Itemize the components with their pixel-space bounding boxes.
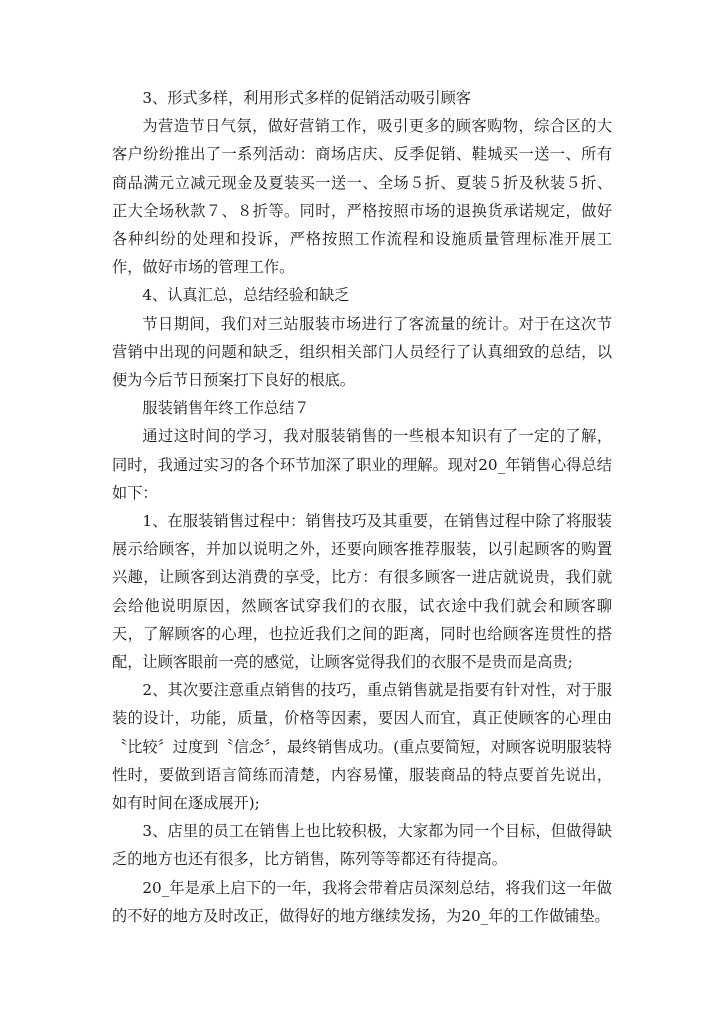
paragraph-traffic-statistics: 节日期间，我们对三站服装市场进行了客流量的统计。对于在这次节营销中出现的问题和缺乏，组织相关部门人员经行了认真细致的总结，以便为今后节日预案打下良好的根底。 — [112, 314, 612, 390]
paragraph-holiday-promotions: 为营造节日气氛，做好营销工作，吸引更多的顾客购物，综合区的大客户纷纷推出了一系列活动：商场店庆、反季促销、鞋城买一送一、所有商品满元立减元现金及夏装买一送一、全场５折、夏装５折及秋装５折、正大全场秋款７、８折等。同时，严格按照市场的退换货承诺规定，做好各种纠纷的处理和投诉，严格按照工作流程和设施质量管理标准开展工作，做好市场的管理工作。 — [112, 117, 612, 277]
document-body — [112, 84, 612, 930]
paragraph-point-3: 3、店里的员工在销售上也比较积极，大家都为同一个目标，但做得缺乏的地方也还有很多，比方销售，陈列等等都还有待提高。 — [112, 822, 612, 869]
section-heading-diverse-forms: 3、形式多样，利用形式多样的促销活动吸引顾客 — [142, 89, 471, 107]
article-title: 服装销售年终工作总结７ — [142, 399, 310, 418]
paragraph-point-2: 2、其次要注意重点销售的技巧，重点销售就是指要有针对性，对于服装的设计，功能，质量，价格等因素，要因人而宜，真正使顾客的心理由〝比较〞过度到〝信念〞，最终销售成功。(重点要简短，对顾客说明服装特性时，要做到语言简练而清楚，内容易懂，服装商品的特点要首先说出，如有时间在逐成展开); — [112, 681, 612, 813]
paragraph-conclusion: 20_年是承上启下的一年，我将会带着店员深刻总结，将我们这一年做的不好的地方及时改正，做得好的地方继续发扬，为20_年的工作做铺垫。 — [112, 878, 612, 925]
section-heading-summary: 4、认真汇总，总结经验和缺乏 — [142, 286, 350, 305]
paragraph-introduction: 通过这时间的学习，我对服装销售的一些根本知识有了一定的了解，同时，我通过实习的各个环节加深了职业的理解。现对20_年销售心得总结如下： — [112, 427, 612, 502]
paragraph-point-1: 1、在服装销售过程中：销售技巧及其重要，在销售过程中除了将服装展示给顾客，并加以说明之外，还要向顾客推荐服装，以引起顾客的购置兴趣，让顾客到达消费的享受，比方：有很多顾客一进店就说贵，我们就会给他说明原因，然顾客试穿我们的衣服，试衣途中我们就会和顾客聊天，了解顾客的心理，也拉近我们之间的距离，同时也给顾客连贯性的搭配，让顾客眼前一亮的感觉，让顾客觉得我们的衣服不是贵而是高贵; — [112, 512, 612, 672]
